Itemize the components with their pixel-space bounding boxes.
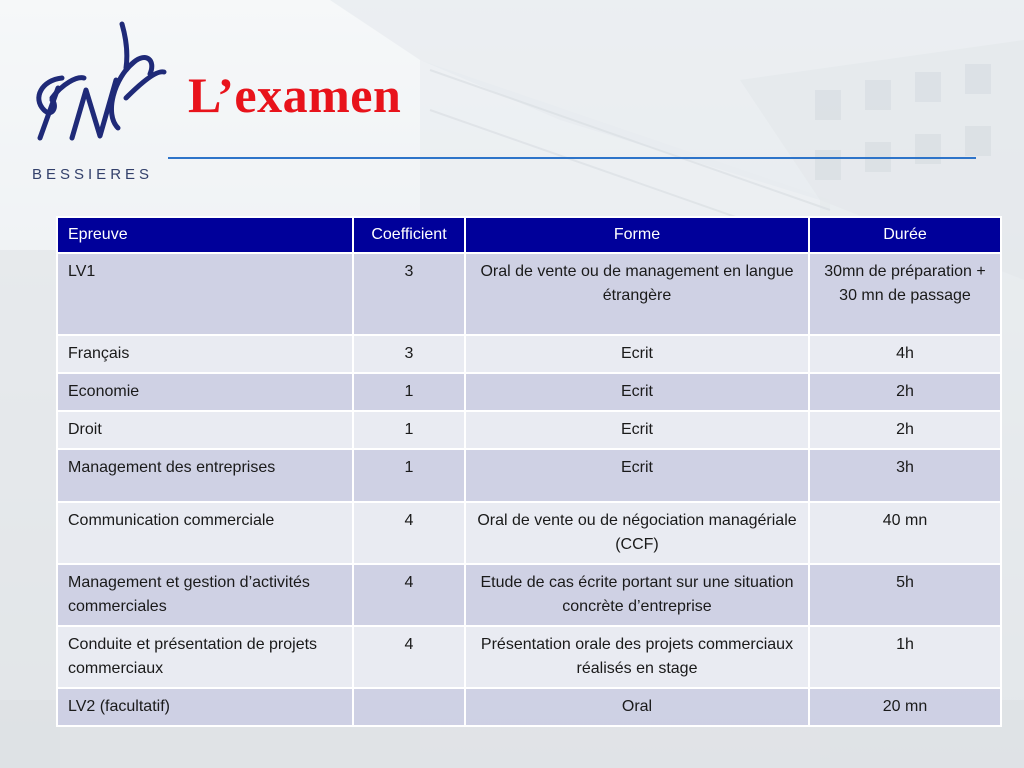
- cell-forme: Présentation orale des projets commerciaux réalisés en stage: [465, 626, 809, 688]
- cell-coefficient: 4: [353, 502, 465, 564]
- cell-coefficient: 1: [353, 449, 465, 502]
- table-row: [57, 335, 1001, 373]
- cell-epreuve: Management et gestion d’activités commerciales: [57, 564, 353, 626]
- header-epreuve: Epreuve: [57, 217, 353, 253]
- header-forme: Forme: [465, 217, 809, 253]
- cell-duree: 40 mn: [809, 502, 1001, 564]
- header-coefficient: Coefficient: [353, 217, 465, 253]
- cell-forme: Ecrit: [465, 373, 809, 411]
- table-row: [57, 373, 1001, 411]
- table-row: [57, 502, 1001, 564]
- cell-duree: 3h: [809, 449, 1001, 502]
- cell-epreuve: LV1: [57, 253, 353, 335]
- table-row: [57, 564, 1001, 626]
- cell-coefficient: 1: [353, 411, 465, 449]
- cell-forme: Etude de cas écrite portant sur une situation concrète d’entreprise: [465, 564, 809, 626]
- cell-duree: 2h: [809, 373, 1001, 411]
- cell-coefficient: [353, 688, 465, 726]
- table-header-row: [57, 217, 1001, 253]
- title-underline: [168, 157, 976, 159]
- table-row: [57, 688, 1001, 726]
- table-row: [57, 449, 1001, 502]
- cell-epreuve: Français: [57, 335, 353, 373]
- cell-duree: 2h: [809, 411, 1001, 449]
- cell-forme: Oral de vente ou de négociation managériale (CCF): [465, 502, 809, 564]
- cell-coefficient: 4: [353, 626, 465, 688]
- cell-duree: 20 mn: [809, 688, 1001, 726]
- cell-epreuve: Economie: [57, 373, 353, 411]
- logo: [22, 18, 172, 188]
- cell-epreuve: Communication commerciale: [57, 502, 353, 564]
- table-row: [57, 626, 1001, 688]
- cell-epreuve: LV2 (facultatif): [57, 688, 353, 726]
- cell-duree: 4h: [809, 335, 1001, 373]
- cell-coefficient: 3: [353, 253, 465, 335]
- cell-epreuve: Conduite et présentation de projets commerciaux: [57, 626, 353, 688]
- exam-table: [56, 216, 1002, 727]
- cell-epreuve: Droit: [57, 411, 353, 449]
- cell-forme: Oral: [465, 688, 809, 726]
- cell-coefficient: 3: [353, 335, 465, 373]
- cell-forme: Ecrit: [465, 335, 809, 373]
- cell-coefficient: 4: [353, 564, 465, 626]
- cell-forme: Oral de vente ou de management en langue étrangère: [465, 253, 809, 335]
- slide-title: L’examen: [188, 67, 402, 123]
- cell-duree: 5h: [809, 564, 1001, 626]
- cell-duree: 30mn de préparation + 30 mn de passage: [809, 253, 1001, 335]
- logo-text: BESSIERES: [32, 166, 154, 183]
- cell-forme: Ecrit: [465, 449, 809, 502]
- cell-duree: 1h: [809, 626, 1001, 688]
- cell-epreuve: Management des entreprises: [57, 449, 353, 502]
- table-row: [57, 253, 1001, 335]
- header-duree: Durée: [809, 217, 1001, 253]
- table-row: [57, 411, 1001, 449]
- cell-forme: Ecrit: [465, 411, 809, 449]
- ent-logo-mark-icon: [22, 18, 172, 158]
- cell-coefficient: 1: [353, 373, 465, 411]
